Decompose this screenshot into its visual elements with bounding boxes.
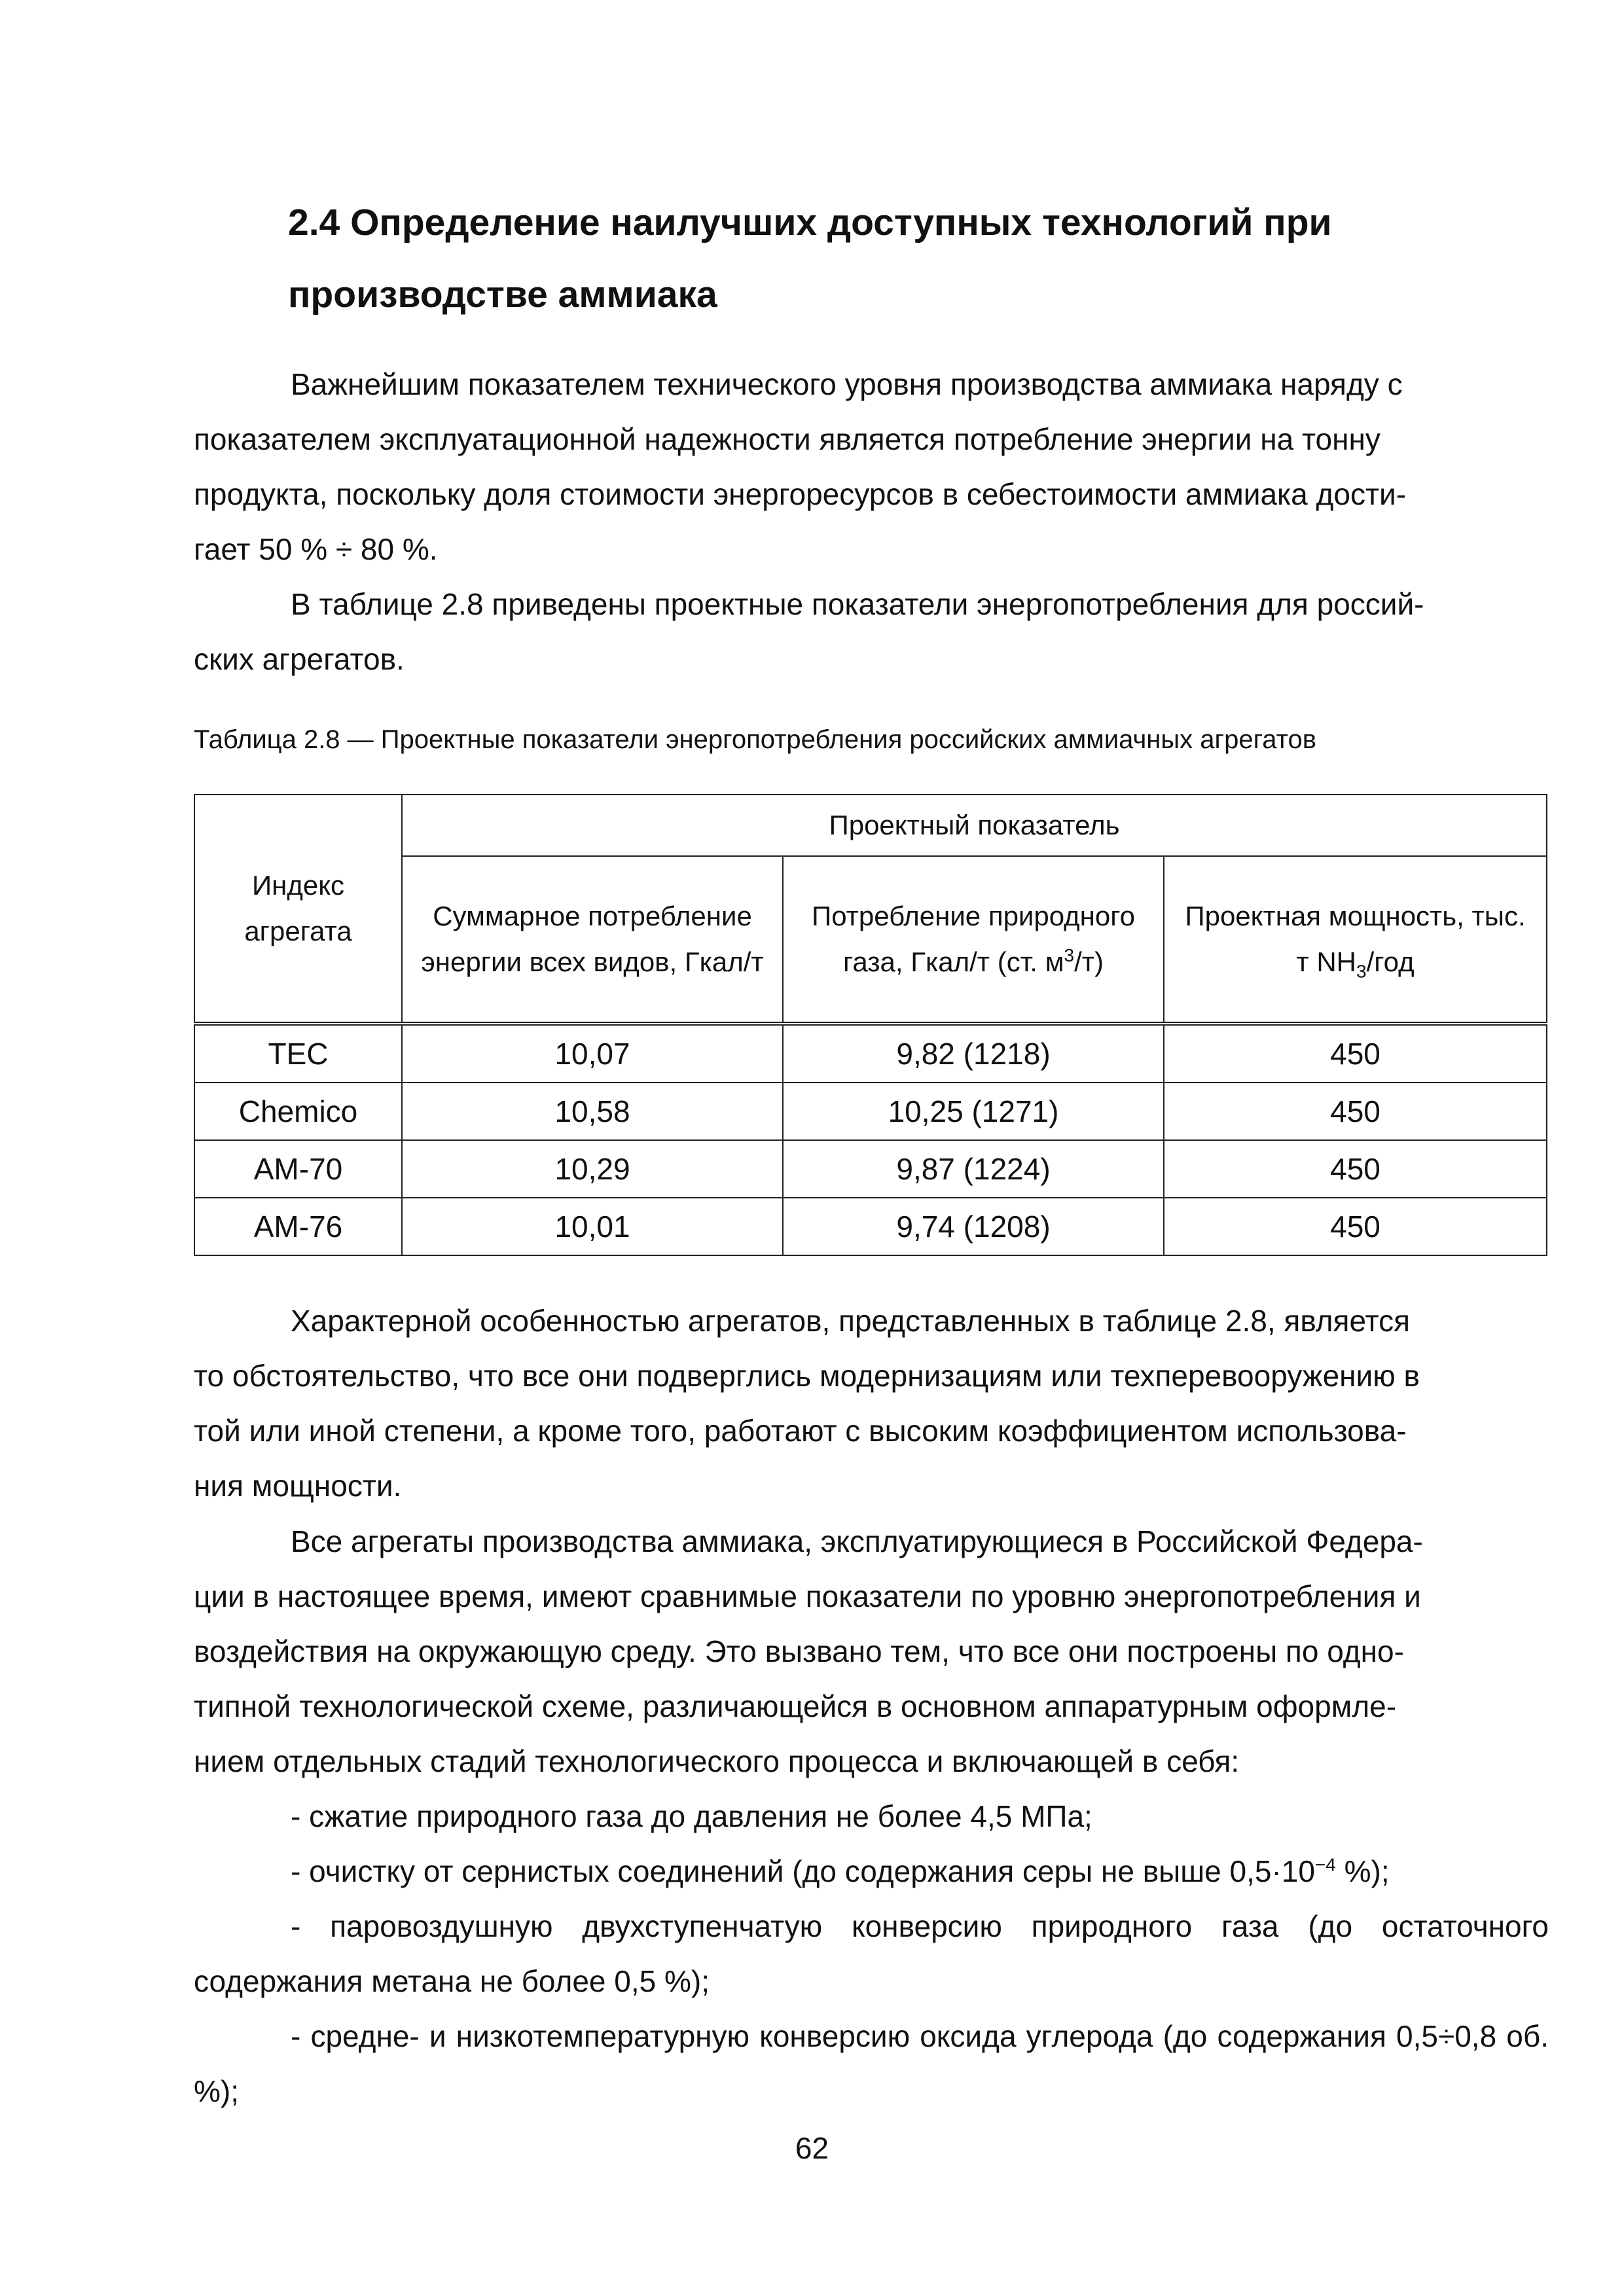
paragraph-line: типной технологической схеме, различающейся в основном аппаратурным оформле- [194,1689,1397,1723]
paragraph-line: гает 50 % ÷ 80 %. [194,532,438,566]
cell-index: АМ-70 [194,1140,402,1198]
cell-gas: 9,74 (1208) [783,1198,1164,1255]
paragraph-table-reference [194,577,1549,687]
cell-capacity: 450 [1164,1083,1547,1140]
paragraph-line: продукта, поскольку доля стоимости энергоресурсов в себестоимости аммиака дости- [194,477,1407,511]
list-item: - сжатие природного газа до давления не более 4,5 МПа; [291,1799,1092,1833]
header-capacity-unit: /год [1366,946,1415,977]
table-row [194,1024,1547,1083]
energy-table [194,794,1547,1256]
cell-gas: 10,25 (1271) [783,1083,1164,1140]
paragraph-line: ции в настоящее время, имеют сравнимые показатели по уровню энергопотребления и [194,1579,1421,1613]
paragraph-features [194,1293,1549,1513]
paragraph-line: Характерной особенностью агрегатов, представленных в таблице 2.8, является [291,1304,1410,1338]
header-capacity [1164,856,1547,1024]
header-total-energy: Суммарное потребление энергии всех видов, Гкал/т [402,856,783,1024]
list-item-text: - очистку от сернистых соединений (до содержания серы не выше 0,5·10 [291,1854,1315,1888]
paragraph-line: Все агрегаты производства аммиака, эксплуатирующиеся в Российской Федера- [291,1524,1423,1558]
cell-index: Chemico [194,1083,402,1140]
paragraph-line: показателем эксплуатационной надежности является потребление энергии на тонну [194,422,1380,456]
table-row [194,1140,1547,1198]
table-row [194,1198,1547,1255]
cell-total: 10,07 [402,1024,783,1083]
section-heading [288,187,1401,331]
header-gas-text: Потребление природного газа, Гкал/т (ст. м [812,901,1135,977]
section-heading-line-2: производстве аммиака [288,274,717,315]
header-gas-unit: /т) [1074,946,1104,977]
header-group: Проектный показатель [402,795,1547,856]
table-row [194,1083,1547,1140]
paragraph-technology [194,1514,1549,1789]
paragraph-line: Важнейшим показателем технического уровня производства аммиака наряду с [291,367,1403,401]
header-index: Индекс агрегата [194,795,402,1024]
header-capacity-sub: 3 [1356,961,1367,982]
cell-total: 10,01 [402,1198,783,1255]
paragraph-line: то обстоятельство, что все они подверглись модернизациям или техперевооружению в [194,1359,1420,1393]
header-gas-sup: 3 [1064,945,1075,965]
list-item: - паровоздушную двухступенчатую конверсию природного газа (до остаточного содержания метана не более 0,5 %); [194,1909,1549,1998]
cell-gas: 9,82 (1218) [783,1024,1164,1083]
list-item [194,1844,1549,1899]
cell-index: TEC [194,1024,402,1083]
list-item: - средне- и низкотемпературную конверсию оксида углерода (до содержания 0,5÷0,8 об. %); [194,2019,1549,2108]
section-heading-line-1: 2.4 Определение наилучших доступных технологий при [288,202,1332,243]
cell-gas: 9,87 (1224) [783,1140,1164,1198]
header-gas-consumption [783,856,1164,1024]
page-number: 62 [795,2131,829,2165]
cell-capacity: 450 [1164,1024,1547,1083]
cell-total: 10,29 [402,1140,783,1198]
process-stage-list [194,1789,1549,2119]
paragraph-line: В таблице 2.8 приведены проектные показатели энергопотребления для россий- [291,587,1424,621]
paragraph-line: той или иной степени, а кроме того, работают с высоким коэффициентом использова- [194,1414,1407,1448]
list-item-unit: %); [1335,1854,1390,1888]
paragraph-line: нием отдельных стадий технологического процесса и включающей в себя: [194,1744,1240,1778]
table-caption: Таблица 2.8 — Проектные показатели энергопотребления российских аммиачных агрегатов [194,725,1317,754]
paragraph-line: воздействия на окружающую среду. Это вызвано тем, что все они построены по одно- [194,1634,1404,1668]
cell-index: АМ-76 [194,1198,402,1255]
paragraph-line: ния мощности. [194,1469,402,1503]
paragraph-line: ских агрегатов. [194,642,405,676]
header-capacity-text: Проектная мощность, тыс. т NH [1185,901,1526,977]
paragraph-energy-consumption [194,357,1549,577]
cell-capacity: 450 [1164,1140,1547,1198]
cell-total: 10,58 [402,1083,783,1140]
cell-capacity: 450 [1164,1198,1547,1255]
list-item-exponent: −4 [1314,1854,1336,1875]
